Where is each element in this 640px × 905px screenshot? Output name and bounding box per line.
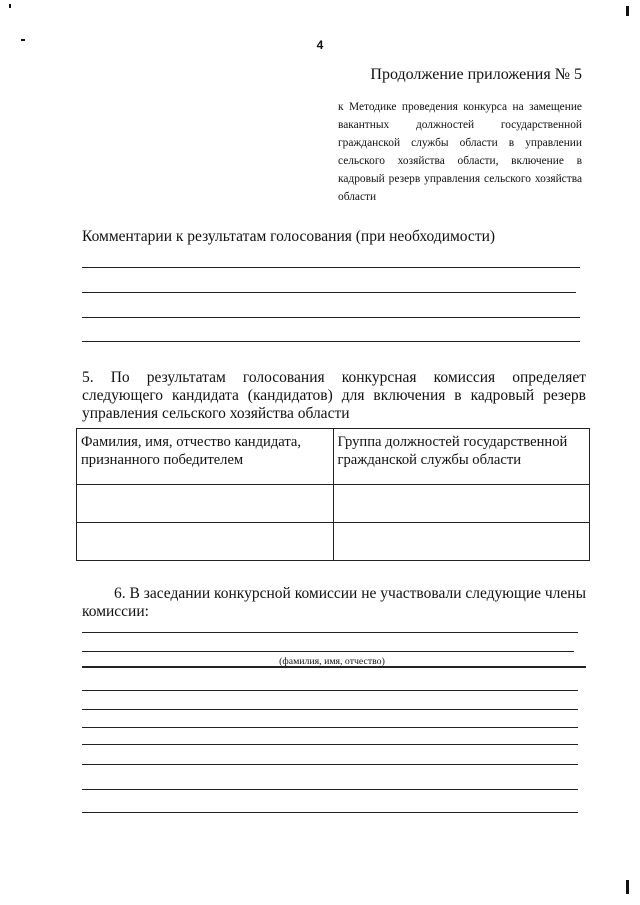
member-line[interactable] — [82, 709, 578, 710]
scan-speck — [626, 880, 629, 894]
table-row — [77, 485, 590, 523]
member-line[interactable] — [82, 789, 578, 790]
member-line[interactable] — [82, 744, 578, 745]
comments-heading: Комментарии к результатам голосования (при необходимости) — [82, 228, 496, 245]
comment-line[interactable] — [82, 267, 580, 268]
member-line[interactable] — [82, 727, 578, 728]
section-5-text: 5. По результатам голосования конкурсная комиссия определяет следующего кандидата (кандидатов) для включения в кадровый резерв управления сельского хозяйства области — [82, 369, 586, 422]
appendix-description: к Методике проведения конкурса на замещение вакантных должностей государственной гражданской службы области в управлении сельского хозяйства области, включение в кадровый резерв управления сельского хозяйства области — [338, 101, 582, 203]
table-cell[interactable] — [333, 485, 590, 523]
scan-speck — [9, 4, 11, 8]
comment-line[interactable] — [82, 317, 580, 318]
page-number: 4 — [316, 38, 324, 52]
winners-table — [76, 428, 590, 561]
table-header-row — [77, 429, 590, 485]
table-header-cell: Фамилия, имя, отчество кандидата, признанного победителем — [77, 429, 334, 485]
table-cell[interactable] — [333, 523, 590, 561]
table-cell[interactable] — [77, 523, 334, 561]
table-header-cell: Группа должностей государственной гражданской службы области — [333, 429, 590, 485]
member-line[interactable] — [82, 764, 578, 765]
appendix-title: Продолжение приложения № 5 — [370, 66, 582, 83]
comment-line[interactable] — [82, 341, 580, 342]
member-line[interactable] — [82, 632, 578, 633]
member-line[interactable] — [82, 690, 578, 691]
member-line[interactable] — [82, 812, 578, 813]
member-line[interactable] — [82, 651, 574, 652]
comment-line[interactable] — [82, 292, 576, 293]
section-6-text: 6. В заседании конкурсной комиссии не участвовали следующие члены комиссии: — [82, 585, 586, 620]
name-caption: (фамилия, имя, отчество) — [279, 656, 385, 667]
table-row — [77, 523, 590, 561]
table-cell[interactable] — [77, 485, 334, 523]
scan-speck — [626, 6, 629, 16]
